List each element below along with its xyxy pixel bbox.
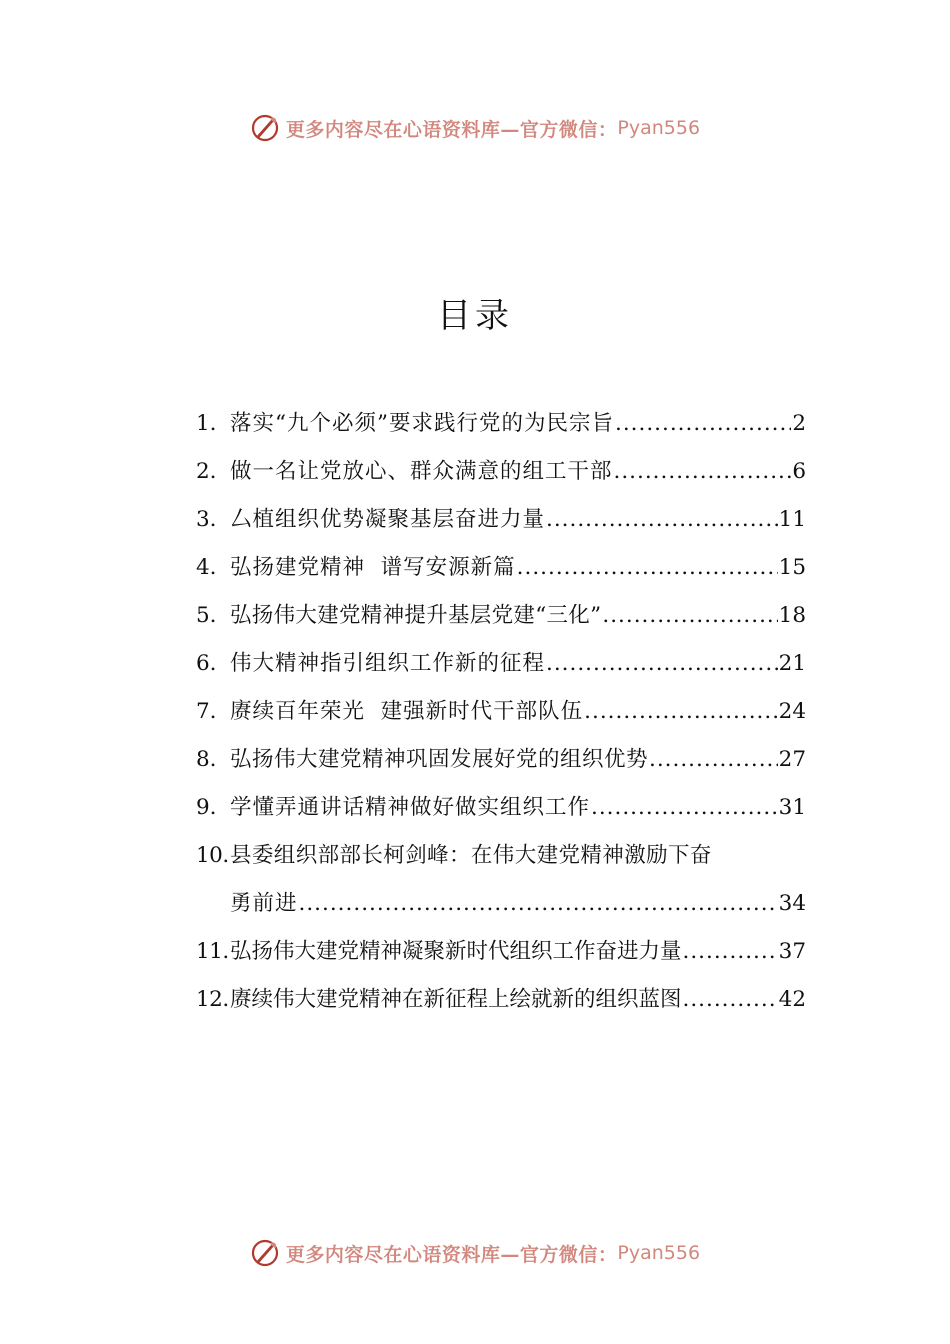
- header-banner: [0, 108, 950, 148]
- toc-entry-number: 4.: [196, 555, 217, 580]
- toc-leader-dots: [615, 400, 791, 448]
- toc-entry-page: 2: [792, 411, 806, 436]
- toc-entry-page: 21: [778, 651, 806, 676]
- toc-entry-title: 弘扬伟大建党精神提升基层党建“三化”: [230, 603, 602, 628]
- toc-entry-number: 12.: [196, 987, 229, 1012]
- toc-entry[interactable]: [196, 784, 806, 832]
- toc-entry[interactable]: [196, 688, 806, 736]
- toc-entry-title: 弘扬建党精神 谱写安源新篇: [230, 555, 516, 580]
- toc-leader-dots: [591, 784, 778, 832]
- toc-entry-page: 34: [778, 891, 806, 916]
- toc-entry-title: 伟大精神指引组织工作新的征程: [230, 651, 546, 676]
- toc-entry-page: 42: [778, 987, 806, 1012]
- toc-entry[interactable]: [196, 448, 806, 496]
- toc-leader-dots: [517, 544, 778, 592]
- toc-entry-number: 8.: [196, 747, 217, 772]
- quill-logo-icon: [250, 1238, 280, 1268]
- toc-entry-number: 9.: [196, 795, 217, 820]
- toc-entry-number: 3.: [196, 507, 217, 532]
- toc-entry-page: 27: [778, 747, 806, 772]
- toc-leader-dots: [584, 688, 777, 736]
- toc-entry-number: 2.: [196, 459, 217, 484]
- toc-entry-number: 7.: [196, 699, 217, 724]
- toc-entry-page: 24: [778, 699, 806, 724]
- toc-leader-dots: [546, 496, 778, 544]
- table-of-contents: [196, 400, 806, 1024]
- toc-leader-dots: [299, 880, 778, 928]
- toc-entry-page: 11: [778, 507, 806, 532]
- toc-leader-dots: [546, 640, 778, 688]
- footer-banner: [0, 1233, 950, 1273]
- toc-entry-page: 15: [778, 555, 806, 580]
- toc-entry-title: 赓续百年荣光 建强新时代干部队伍: [230, 699, 584, 724]
- toc-entry[interactable]: [196, 976, 806, 1024]
- toc-entry-title: 赓续伟大建党精神在新征程上绘就新的组织蓝图: [230, 987, 682, 1012]
- toc-entry[interactable]: [196, 640, 806, 688]
- toc-entry-number: 5.: [196, 603, 217, 628]
- toc-entry-title: 落实“九个必须”要求践行党的为民宗旨: [230, 411, 614, 436]
- toc-entry[interactable]: [196, 592, 806, 640]
- toc-entry-title: 学懂弄通讲话精神做好做实组织工作: [230, 795, 591, 820]
- footer-banner-wechat: Pyan556: [617, 1242, 701, 1264]
- toc-leader-dots: [614, 448, 792, 496]
- header-banner-text: 更多内容尽在心语资料库—官方微信：: [285, 118, 618, 141]
- toc-entry-number: 10.: [196, 843, 229, 868]
- toc-entry-page: 6: [792, 459, 806, 484]
- toc-entry-page: 18: [778, 603, 806, 628]
- toc-entry-title: 厶植组织优势凝聚基层奋进力量: [230, 507, 546, 532]
- footer-banner-text: 更多内容尽在心语资料库—官方微信：: [285, 1243, 618, 1266]
- toc-entry[interactable]: [196, 544, 806, 592]
- toc-entry-title: 县委组织部部长柯剑峰：在伟大建党精神激励下奋: [230, 843, 712, 868]
- toc-entry-number: 1.: [196, 411, 217, 436]
- header-banner-wechat: Pyan556: [617, 117, 701, 139]
- toc-leader-dots: [683, 928, 778, 976]
- quill-logo-icon: [250, 113, 280, 143]
- toc-entry-page: 37: [778, 939, 806, 964]
- toc-entry-title-continued: 勇前进: [230, 891, 298, 916]
- toc-entry[interactable]: [196, 736, 806, 784]
- page-title: 目录: [437, 296, 513, 336]
- toc-entry[interactable]: [196, 928, 806, 976]
- toc-leader-dots: [649, 736, 778, 784]
- toc-entry-page: 31: [778, 795, 806, 820]
- toc-leader-dots: [683, 976, 778, 1024]
- toc-entry-number: 11.: [196, 939, 229, 964]
- toc-entry-title: 弘扬伟大建党精神凝聚新时代组织工作奋进力量: [230, 939, 682, 964]
- toc-entry[interactable]: [196, 400, 806, 448]
- toc-entry-number: 6.: [196, 651, 217, 676]
- toc-entry-title: 做一名让党放心、群众满意的组工干部: [230, 459, 613, 484]
- toc-entry-title: 弘扬伟大建党精神巩固发展好党的组织优势: [230, 747, 649, 772]
- toc-entry[interactable]: [196, 496, 806, 544]
- toc-entry[interactable]: [196, 832, 806, 928]
- toc-leader-dots: [602, 592, 777, 640]
